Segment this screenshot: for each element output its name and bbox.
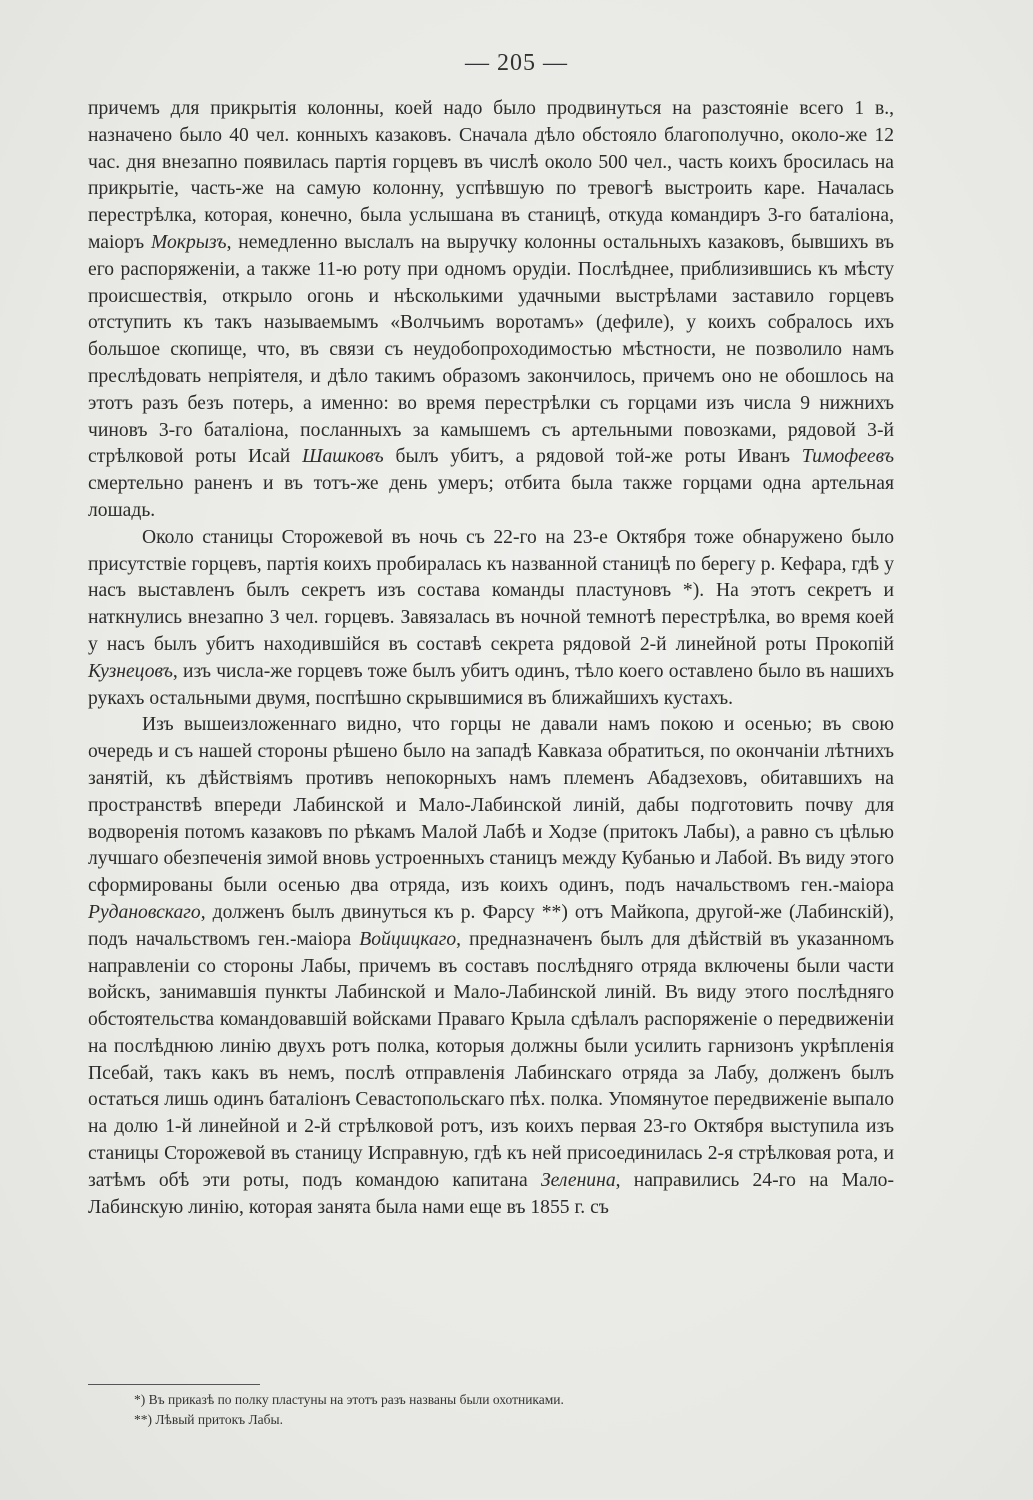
text-segment: Изъ вышеизложеннаго видно, что горцы не давали намъ покою и осенью; въ свою очередь и съ нашей стороны рѣшено было на западѣ Кавказа обратиться, по окончаніи лѣтнихъ занятій, къ дѣйствіямъ противъ непокорныхъ намъ племенъ Абадзеховъ, обитавшихъ на пространствѣ впереди Лабинской и Мало-Лабинской линій, дабы подготовить почву для водворенія потомъ казаковъ по рѣкамъ Малой Лабѣ и Ходзе (притокъ Лабы), а равно съ цѣлью лучшаго обезпеченія зимой вновь устроенныхъ станицъ между Кубанью и Лабой. Въ виду этого сформированы были осенью два отряда, изъ коихъ одинъ, подъ начальствомъ ген.-маіора xyxy=(88,714,894,897)
italic-name: Рудановскаго xyxy=(88,901,201,923)
paragraph xyxy=(88,712,894,1221)
italic-name: Мокрызъ xyxy=(150,231,227,253)
italic-name: Кузнецовъ xyxy=(88,660,173,682)
text-segment: , немедленно выслалъ на выручку колонны остальныхъ казаковъ, бывшихъ въ его распоряженіи, а также 11-ю роту при одномъ орудіи. Послѣднее, приблизившись къ мѣсту происшествія, открыло огонь и нѣсколькими удачными выстрѣлами заставило горцевъ отступить къ такъ называемымъ «Волчьимъ воротамъ» (дефиле), у коихъ собралось ихъ большое скопище, что, въ связи съ неудобопроходимостью мѣстности, не позволило намъ преслѣдовать непріятеля, и дѣло такимъ образомъ закончилось, причемъ оно не обошлось на этотъ разъ безъ потерь, а именно: во время перестрѣлки съ горцами изъ числа 9 нижнихъ чиновъ 3-го баталіона, посланныхъ за камышемъ съ артельными повозками, рядовой 3-й стрѣлковой роты Исай xyxy=(88,231,894,468)
text-segment: , долженъ былъ двинуться къ р. Фарсу **) отъ Майкопа, другой-же (Лабинскій), подъ начальствомъ ген.-маіора xyxy=(88,901,894,950)
paragraph xyxy=(88,96,894,525)
text-segment: , направились 24-го на Мало-Лабинскую линію, которая занята была нами еще въ 1855 г. съ xyxy=(88,1169,894,1218)
footnote-2: **) Лѣвый притокъ Лабы. xyxy=(134,1412,283,1427)
italic-name: Зеленина xyxy=(540,1169,616,1191)
footnote-divider xyxy=(88,1384,260,1385)
paragraph xyxy=(88,525,894,713)
text-segment: Около станицы Сторожевой въ ночь съ 22-го на 23-е Октября тоже обнаружено было присутствіе горцевъ, партія коихъ пробиралась къ названной станицѣ по берегу р. Кефара, гдѣ у насъ выставленъ былъ секретъ изъ состава команды пластуновъ *). На этотъ секретъ и наткнулись внезапно 3 чел. горцевъ. Завязалась въ ночной темнотѣ перестрѣлка, во время коей у насъ былъ убитъ находившійся въ составѣ секрета рядовой 2-й линейной роты Прокопій xyxy=(88,526,894,655)
text-segment: , предназначенъ былъ для дѣйствій въ указанномъ направленіи со стороны Лабы, причемъ въ составъ послѣдняго отряда включены были части войскъ, занимавшія пункты Лабинской и Мало-Лабинской линій. Въ виду этого послѣдняго обстоятельства командовавшій войсками Праваго Крыла сдѣлалъ распоряженіе о передвиженіи на послѣднюю линію двухъ ротъ полка, которыя должны были усилить гарнизонъ укрѣпленія Псебай, такъ какъ въ немъ, послѣ отправленія Лабинскаго отряда за Лабу, долженъ былъ остаться лишь одинъ баталіонъ Севастопольскаго пѣх. полка. Упомянутое передвиженіе выпало на долю 1-й линейной и 2-й стрѣлковой ротъ, изъ коихъ первая 23-го Октября выступила изъ станицы Сторожевой въ станицу Исправную, гдѣ къ ней присоединилась 2-я стрѣлковая рота, и затѣмъ обѣ эти роты, подъ командою капитана xyxy=(88,928,895,1191)
text-segment: смертельно раненъ и въ тотъ-же день умеръ; отбита была также горцами одна артельная лошадь. xyxy=(88,473,894,521)
text-segment: , изъ числа-же горцевъ тоже былъ убитъ одинъ, тѣло коего оставлено было въ нашихъ рукахъ остальными двумя, поспѣшно скрывшимися въ ближайшихъ кустахъ. xyxy=(88,660,894,709)
main-text xyxy=(88,96,894,1221)
italic-name: Тимофеевъ xyxy=(801,446,894,468)
footnotes xyxy=(134,1390,894,1430)
text-segment: причемъ для прикрытія колонны, коей надо было продвинуться на разстояніе всего 1 в., назначено было 40 чел. конныхъ казаковъ. Сначала дѣло обстояло благополучно, около-же 12 час. дня внезапно появилась партія горцевъ въ числѣ около 500 чел., часть коихъ бросилась на прикрытіе, часть-же на самую колонну, успѣвшую по тревогѣ выстроить каре. Началась перестрѣлка, которая, конечно, была услышана въ станицѣ, откуда командиръ 3-го баталіона, маіоръ xyxy=(88,98,894,253)
page-number: — 205 — xyxy=(465,50,568,76)
text-segment: былъ убитъ, а рядовой той-же роты Иванъ xyxy=(383,446,802,468)
italic-name: Шашковъ xyxy=(302,446,384,468)
italic-name: Войцицкаго xyxy=(359,928,457,950)
footnote-1: *) Въ приказѣ по полку пластуны на этотъ разъ названы были охотниками. xyxy=(134,1392,564,1407)
